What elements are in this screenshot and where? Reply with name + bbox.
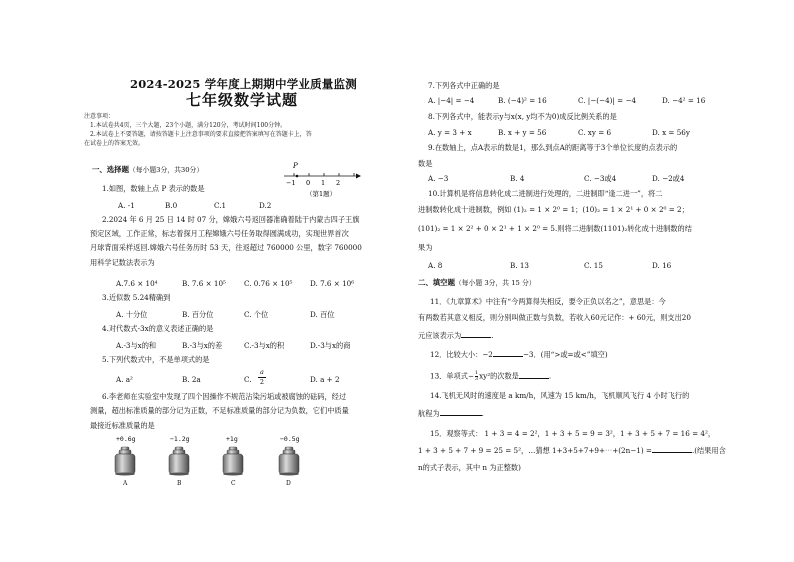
q13-fraction <box>475 371 478 382</box>
weight-a-letter: A <box>123 480 128 487</box>
q13-fraction-numerator: 1 <box>474 370 479 376</box>
q11-line3-end: . <box>491 331 494 340</box>
q15-line2 <box>418 446 726 455</box>
section2-title: 二、填空题 <box>418 278 455 287</box>
q3-option-d: D. 百位 <box>310 310 335 319</box>
notes-heading: 注意事项： <box>84 113 115 120</box>
q15-answer-blank[interactable] <box>652 446 692 453</box>
q5-fraction-numerator: a <box>260 368 264 376</box>
weight-c-label: +1g <box>226 435 238 443</box>
number-line-figure <box>282 160 362 200</box>
q7-option-b: B. (−4)² = 16 <box>498 96 547 105</box>
q11-answer-blank[interactable] <box>461 331 494 340</box>
q12-mid: −3．(用“>或=或<”填空) <box>522 350 608 359</box>
q2-line4: 用科学记数法表示为 <box>90 258 155 267</box>
q6-line2: 测量，超出标准质量的部分记为正数，不足标准质量的部分记为负数，它们中质量 <box>90 406 349 415</box>
q7-option-a: A. |−4| = −4 <box>428 96 475 105</box>
q10-option-b: B. 13 <box>510 261 529 270</box>
q2-option-d: D. 7.6 × 10⁶ <box>310 279 355 288</box>
weight-d-letter: D <box>286 480 291 487</box>
notes-line3: 在试卷上的答案无效。 <box>84 140 145 147</box>
q5-option-c: C. <box>244 375 252 384</box>
weight-d-image <box>276 446 302 476</box>
q2-option-a: A.7.6 × 10⁴ <box>116 279 158 288</box>
q1-option-d: D.2 <box>259 201 272 210</box>
q3-stem: 3.近似数 5.24精确到 <box>102 293 171 302</box>
notes-line2: 2.本试卷上不要答题，请按答题卡上注意事项的要求直接把答案填写在答题卡上，答 <box>90 131 312 138</box>
weight-b-letter: B <box>177 480 182 487</box>
q5-option-d: D. a + 2 <box>310 375 340 384</box>
q8-stem: 8.下列各式中，能表示y与x(x, y均不为0)成反比例关系的是 <box>428 112 617 121</box>
q10-line4: 果为 <box>418 243 433 252</box>
q5-option-b: B. 2a <box>182 375 201 384</box>
q12-answer-blank[interactable] <box>493 350 523 357</box>
section1-title: 一、选择题 <box>92 165 129 174</box>
q5-option-a: A. a² <box>116 375 133 384</box>
q7-stem: 7.下列各式中正确的是 <box>428 81 500 90</box>
q12-line <box>430 350 608 359</box>
weight-a-image <box>112 446 138 476</box>
q10-line3: (101)₂ = 1 × 2² + 0 × 2¹ + 1 × 2⁰ = 5.则将二进制数(1101)₂转化成十进制数的结 <box>418 224 692 233</box>
point-p-label: P <box>293 162 298 170</box>
q4-option-c: C.-3与x的积 <box>244 341 285 350</box>
q14-answer-blank[interactable] <box>440 409 482 416</box>
weight-a-label: +0.6g <box>116 435 136 443</box>
q4-option-d: D.-3与x的商 <box>310 341 351 350</box>
q1-option-a: A. -1 <box>118 201 135 210</box>
q10-line2: 进制数转化成十进制数，例如 (1)₂ = 1 × 2⁰ = 1；(10)₂ = 1 × 2¹ + 0 × 2⁰ = 2； <box>418 205 689 214</box>
q9-option-c: C. −3或4 <box>584 174 617 183</box>
q6-line3: 最接近标准质量的是 <box>90 421 155 430</box>
q11-line1: 11．《九章算术》中注有“今两算得失相反，要令正负以名之”，意思是：今 <box>430 297 666 306</box>
section2-note: （每小题 3分，共 15 分） <box>454 279 536 287</box>
q5-stem: 5.下列代数式中，不是单项式的是 <box>102 355 210 364</box>
figure-caption: （第1题） <box>306 190 337 198</box>
q11-line2: 有两数若其意义相反，则分别叫做正数与负数，若收入60元记作：+ 60元，则支出20 <box>418 313 691 322</box>
q3-option-a: A. 十分位 <box>116 310 148 319</box>
q2-option-c: C. 0.76 × 10⁵ <box>244 279 293 288</box>
q10-option-d: D. 16 <box>652 261 672 270</box>
q10-option-c: C. 15 <box>584 261 603 270</box>
notes-line1: 1.本试卷共4页，三个大题，23个小题，满分120分，考试时间100分钟。 <box>90 122 287 129</box>
tick-label-2: 2 <box>336 179 341 187</box>
section2-heading <box>418 278 536 288</box>
section1-heading <box>92 165 203 175</box>
weight-c-image <box>220 446 246 476</box>
q8-option-d: D. x = 56y <box>652 128 690 137</box>
weight-c-letter: C <box>231 480 236 487</box>
q4-option-a: A.-3与x的和 <box>116 341 157 350</box>
q4-stem: 4.对代数式-3x的意义表述正确的是 <box>102 324 214 333</box>
q1-option-b: B.0 <box>165 201 178 210</box>
q2-line1: 2.2024 年 6 月 25 日 14 时 07 分，嫦娥六号返回器准确着陆于内蒙古四子王旗 <box>102 215 360 224</box>
exam-title-line1: 2024-2025 学年度上期期中学业质量监测 <box>130 77 357 91</box>
q15-line2-end: .(结果用含 <box>691 446 726 455</box>
q15-line1: 15．观察等式： 1 + 3 = 4 = 2²，1 + 3 + 5 = 9 = 3²，1 + 3 + 5 + 7 = 16 = 4²， <box>430 429 716 438</box>
q8-option-b: B. x + y = 56 <box>498 128 547 137</box>
q14-line2 <box>418 409 484 418</box>
q13-post: xy²的次数是 <box>479 371 519 381</box>
q13-line <box>430 371 551 382</box>
q6-line1: 6.李老师在实验室中发现了四个因操作不规范沾染污垢或被腐蚀的砝码，经过 <box>102 392 347 401</box>
exam-title-line2: 七年级数学试题 <box>186 91 299 109</box>
q13-pre: 13．单项式− <box>430 371 474 381</box>
q4-option-b: B.-3与x的差 <box>182 341 223 350</box>
q13-answer-blank[interactable] <box>519 371 552 381</box>
tick-label-neg1: −1 <box>286 179 296 187</box>
q7-option-c: C. |−(−4)| = −4 <box>578 96 637 105</box>
q8-option-c: C. xy = 6 <box>578 128 612 137</box>
q1-stem: 1.如图，数轴上点 P 表示的数是 <box>102 184 205 193</box>
q13-end: . <box>548 371 552 381</box>
q15-line3: n的式子表示，其中 n 为正整数) <box>418 463 521 472</box>
q11-line3-text: 元应该表示为 <box>418 331 462 340</box>
q9-line2: 数是 <box>418 159 433 168</box>
q13-fraction-denominator: 3 <box>474 376 479 382</box>
q10-line1: 10.计算机是将信息转化成二进制进行处理的，二进制即“逢二进一”，将二 <box>428 189 663 198</box>
q14-line1: 14.飞机无风时的速度是 a km/h，风速为 15 km/h，飞机顺风飞行 4 小时飞行的 <box>430 391 690 400</box>
tick-label-1: 1 <box>321 179 326 187</box>
q9-option-a: A. −3 <box>428 174 449 183</box>
section1-note: （每小题3分，共30分） <box>128 166 204 174</box>
q15-line2-text: 1 + 3 + 5 + 7 + 9 = 25 = 5²，…猜想 1+3+5+7+9+⋯+(2n−1) = <box>418 446 652 455</box>
weight-b-label: −1.2g <box>170 435 190 443</box>
q10-option-a: A. 8 <box>428 261 443 270</box>
weight-d-label: −0.5g <box>280 435 300 443</box>
q12-pre: 12．比较大小：−2 <box>430 350 493 359</box>
q5-fraction-denominator: 2 <box>259 378 265 386</box>
q1-option-c: C.1 <box>214 201 227 210</box>
q7-option-d: D. −4² = 16 <box>662 96 706 105</box>
q2-line2: 预定区域，工作正常，标志着探月工程嫦娥六号任务取得圆满成功，实现世界首次 <box>90 229 349 238</box>
q9-option-d: D. −2或4 <box>652 174 685 183</box>
q2-option-b: B. 7.6 × 10⁵ <box>182 279 226 288</box>
q9-line1: 9.在数轴上，点A表示的数是1，那么到点A的距离等于3个单位长度的点表示的 <box>428 143 678 152</box>
q11-line3 <box>418 331 493 340</box>
tick-label-0: 0 <box>306 179 311 187</box>
q14-line2-text: 航程为 <box>418 409 440 418</box>
q8-option-a: A. y = 3 + x <box>428 128 472 137</box>
q3-option-c: C. 个位 <box>244 310 269 319</box>
q2-line3: 月球背面采样返回.嫦娥六号任务历时 53 天，往返超过 760000 公里，数字 760000 <box>90 243 362 252</box>
q14-end: . <box>481 409 484 418</box>
q3-option-b: B. 百分位 <box>182 310 214 319</box>
weight-b-image <box>166 446 192 476</box>
q9-option-b: B. 4 <box>510 174 525 183</box>
